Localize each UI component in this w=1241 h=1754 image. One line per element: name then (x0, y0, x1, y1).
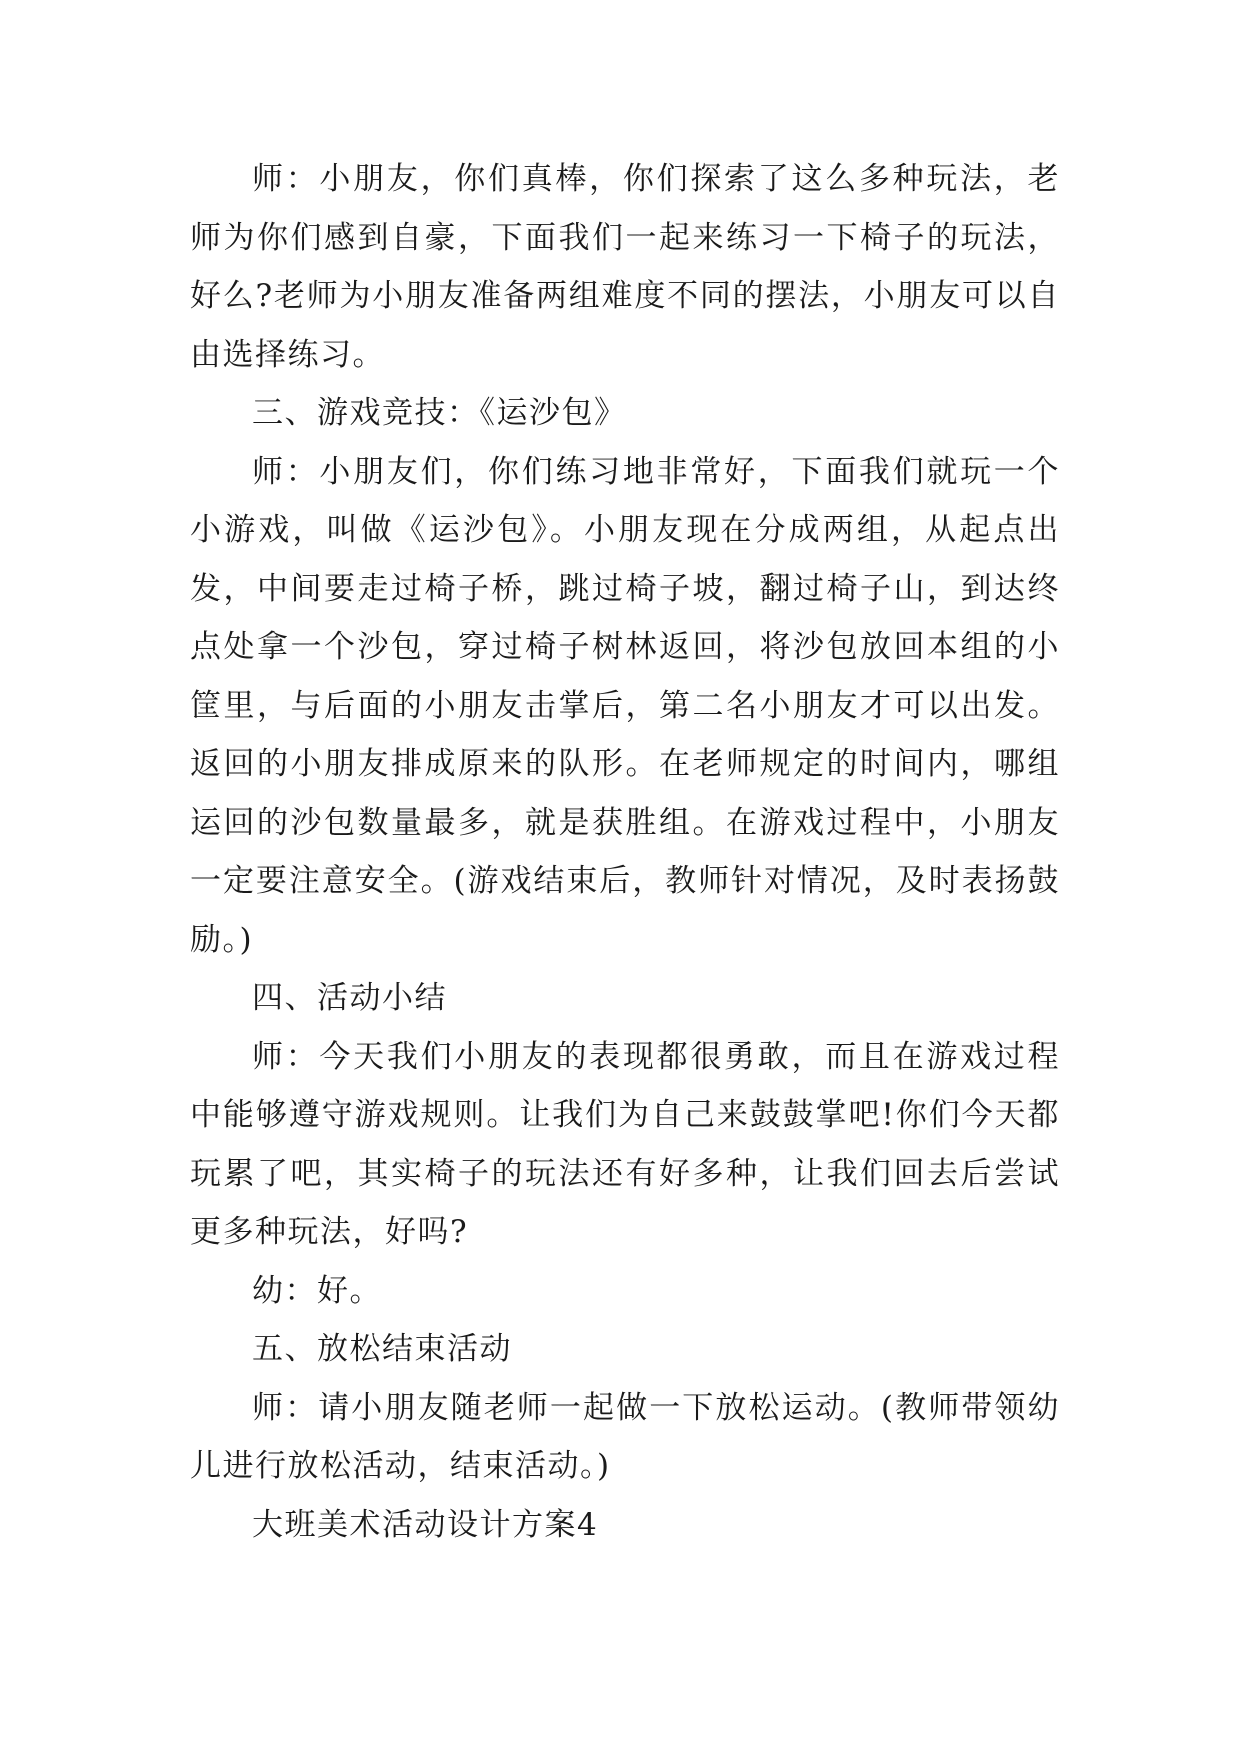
paragraph-sandbag-game: 师：小朋友们，你们练习地非常好，下面我们就玩一个小游戏，叫做《运沙包》。小朋友现在分成两组，从起点出发，中间要走过椅子桥，跳过椅子坡，翻过椅子山，到达终点处拿一个沙包，穿过椅子树林返回，将沙包放回本组的小筐里，与后面的小朋友击掌后，第二名小朋友才可以出发。返回的小朋友排成原来的队形。在老师规定的时间内，哪组运回的沙包数量最多，就是获胜组。在游戏过程中，小朋友一定要注意安全。(游戏结束后，教师针对情况，及时表扬鼓励。) (190, 453, 1060, 958)
paragraph-practice-chairs: 师：小朋友，你们真棒，你们探索了这么多种玩法，老师为你们感到自豪，下面我们一起来练习一下椅子的玩法，好么?老师为小朋友准备两组难度不同的摆法，小朋友可以自由选择练习。 (190, 161, 1060, 373)
heading-activity-summary: 四、活动小结 (252, 980, 447, 1016)
heading-next-plan: 大班美术活动设计方案4 (252, 1506, 599, 1543)
heading-relax-end: 五、放松结束活动 (252, 1331, 512, 1367)
heading-game-competition: 三、游戏竞技：《运沙包》 (252, 395, 627, 431)
paragraph-child-reply: 幼：好。 (252, 1272, 382, 1309)
paragraph-relax: 师：请小朋友随老师一起做一下放松运动。(教师带领幼儿进行放松活动，结束活动。) (190, 1389, 1060, 1484)
paragraph-summary: 师：今天我们小朋友的表现都很勇敢，而且在游戏过程中能够遵守游戏规则。让我们为自己来鼓鼓掌吧!你们今天都玩累了吧，其实椅子的玩法还有好多种，让我们回去后尝试更多种玩法，好吗? (190, 1038, 1060, 1250)
document-body (190, 150, 1060, 1554)
